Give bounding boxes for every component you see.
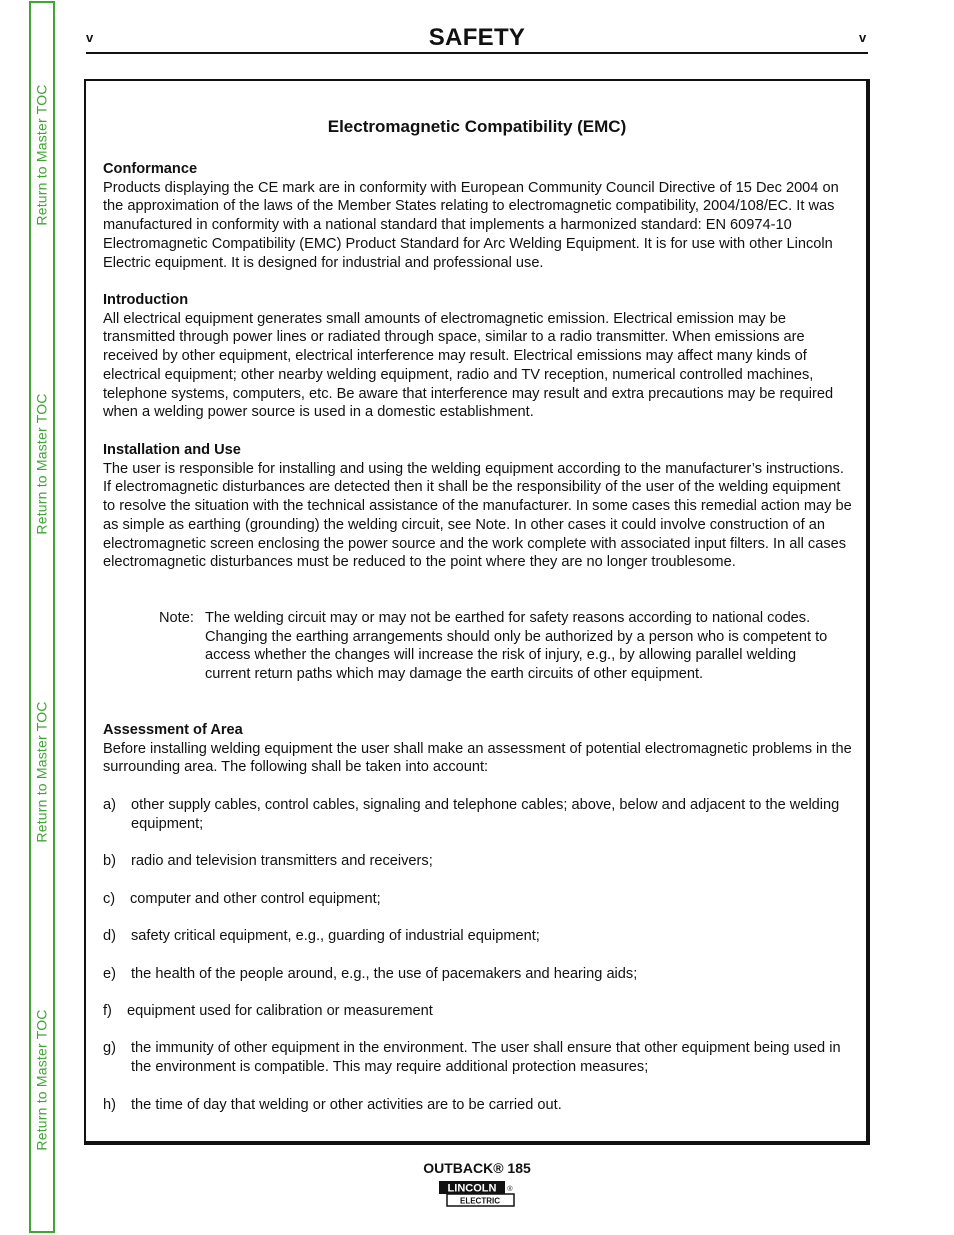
page-title: SAFETY bbox=[428, 24, 526, 51]
toc-sidebar bbox=[29, 1, 55, 1233]
installation-section bbox=[103, 441, 853, 572]
list-marker: d) bbox=[103, 928, 116, 944]
lincoln-electric-logo bbox=[437, 1180, 517, 1208]
list-marker: h) bbox=[103, 1097, 116, 1113]
product-model: OUTBACK® 185 bbox=[423, 1160, 531, 1176]
list-item-text: radio and television transmitters and receivers; bbox=[131, 853, 433, 869]
conformance-text: Products displaying the CE mark are in conformity with European Community Council Directive of 15 Dec 2004 on the approximation of the laws of the Member States relating to electromagnetic compatibility, 2004/108/EC. It was manufactured in conformity with a national standard that implements a harmonized standard: EN 60974-10 Electromagnetic Compatibility (EMC) Product Standard for Arc Welding Equipment. It is for use with other Lincoln Electric equipment. It is designed for industrial and professional use. bbox=[103, 179, 839, 271]
logo-top-text: LINCOLN bbox=[447, 1182, 497, 1195]
list-item bbox=[103, 965, 853, 984]
list-marker: f) bbox=[103, 1003, 112, 1019]
installation-heading: Installation and Use bbox=[103, 442, 241, 458]
logo-bottom-text: ELECTRIC bbox=[460, 1196, 500, 1206]
conformance-section bbox=[103, 160, 853, 272]
list-item-text: other supply cables, control cables, signaling and telephone cables; above, below and adjacent to the welding equipment; bbox=[131, 797, 840, 832]
list-item-text: the health of the people around, e.g., the use of pacemakers and hearing aids; bbox=[131, 966, 638, 982]
header-rule bbox=[86, 52, 868, 54]
section-title: Electromagnetic Compatibility (EMC) bbox=[327, 117, 627, 136]
list-item bbox=[103, 1039, 853, 1076]
list-item bbox=[103, 852, 853, 871]
list-marker: c) bbox=[103, 891, 116, 907]
conformance-heading: Conformance bbox=[103, 161, 198, 177]
return-to-master-toc-link-2[interactable]: Return to Master TOC bbox=[34, 393, 51, 535]
list-marker: b) bbox=[103, 853, 116, 869]
assessment-text: Before installing welding equipment the user shall make an assessment of potential electromagnetic problems in the surrounding area. The following shall be taken into account: bbox=[103, 740, 852, 776]
list-item-text: the time of day that welding or other activities are to be carried out. bbox=[131, 1097, 562, 1113]
page-number-left: v bbox=[86, 30, 94, 45]
list-item-text: equipment used for calibration or measurement bbox=[127, 1003, 433, 1019]
return-to-master-toc-link-3[interactable]: Return to Master TOC bbox=[34, 701, 51, 843]
list-item-text: safety critical equipment, e.g., guarding of industrial equipment; bbox=[131, 928, 540, 944]
list-item bbox=[103, 890, 853, 909]
return-to-master-toc-link-1[interactable]: Return to Master TOC bbox=[34, 84, 51, 226]
logo-registered-mark: ® bbox=[507, 1186, 513, 1193]
return-to-master-toc-link-4[interactable]: Return to Master TOC bbox=[34, 1009, 51, 1151]
note-text: The welding circuit may or may not be earthed for safety reasons according to national codes. Changing the earthing arrangements should only be authorized by a person who is competent to access whether the changes will increase the risk of injury, e.g., by allowing parallel welding current return paths which may damage the earth circuits of other equipment. bbox=[205, 610, 828, 683]
list-item bbox=[103, 1096, 853, 1115]
note-label: Note: bbox=[159, 610, 194, 626]
installation-text: The user is responsible for installing and using the welding equipment according to the manufacturer’s instructions. If electromagnetic disturbances are detected then it shall be the responsibility of the user of the welding equipment to resolve the situation with the technical assistance of the manufacturer. In some cases this remedial action may be as simple as earthing (grounding) the welding circuit, see Note. In other cases it could involve construction of an electromagnetic screen enclosing the power source and the work complete with associated input filters. In all cases electromagnetic disturbances must be reduced to the point where they are no longer troublesome. bbox=[103, 460, 852, 571]
list-item-text: the immunity of other equipment in the environment. The user shall ensure that other equipment being used in the environment is compatible. This may require additional protection measures; bbox=[131, 1040, 841, 1075]
assessment-section bbox=[103, 721, 853, 777]
note-block bbox=[159, 609, 839, 684]
list-marker: a) bbox=[103, 797, 116, 813]
introduction-text: All electrical equipment generates small amounts of electromagnetic emission. Electrical emission may be transmitted through power lines or radiated through space, similar to a radio transmitter. When emissions are received by other equipment, electrical interference may result. Electrical emissions may affect many kinds of electrical equipment; other nearby welding equipment, radio and TV reception, numerical controlled machines, telephone systems, computers, etc. Be aware that interference may result and extra precautions may be required when a welding power source is used in a domestic establishment. bbox=[103, 310, 834, 421]
list-item-text: computer and other control equipment; bbox=[130, 891, 381, 907]
introduction-section bbox=[103, 291, 853, 422]
list-item bbox=[103, 927, 853, 946]
list-marker: e) bbox=[103, 966, 116, 982]
page-number-right: v bbox=[859, 30, 867, 45]
introduction-heading: Introduction bbox=[103, 292, 189, 308]
assessment-heading: Assessment of Area bbox=[103, 722, 243, 738]
list-item bbox=[103, 1002, 853, 1021]
list-marker: g) bbox=[103, 1040, 116, 1056]
list-item bbox=[103, 796, 853, 833]
